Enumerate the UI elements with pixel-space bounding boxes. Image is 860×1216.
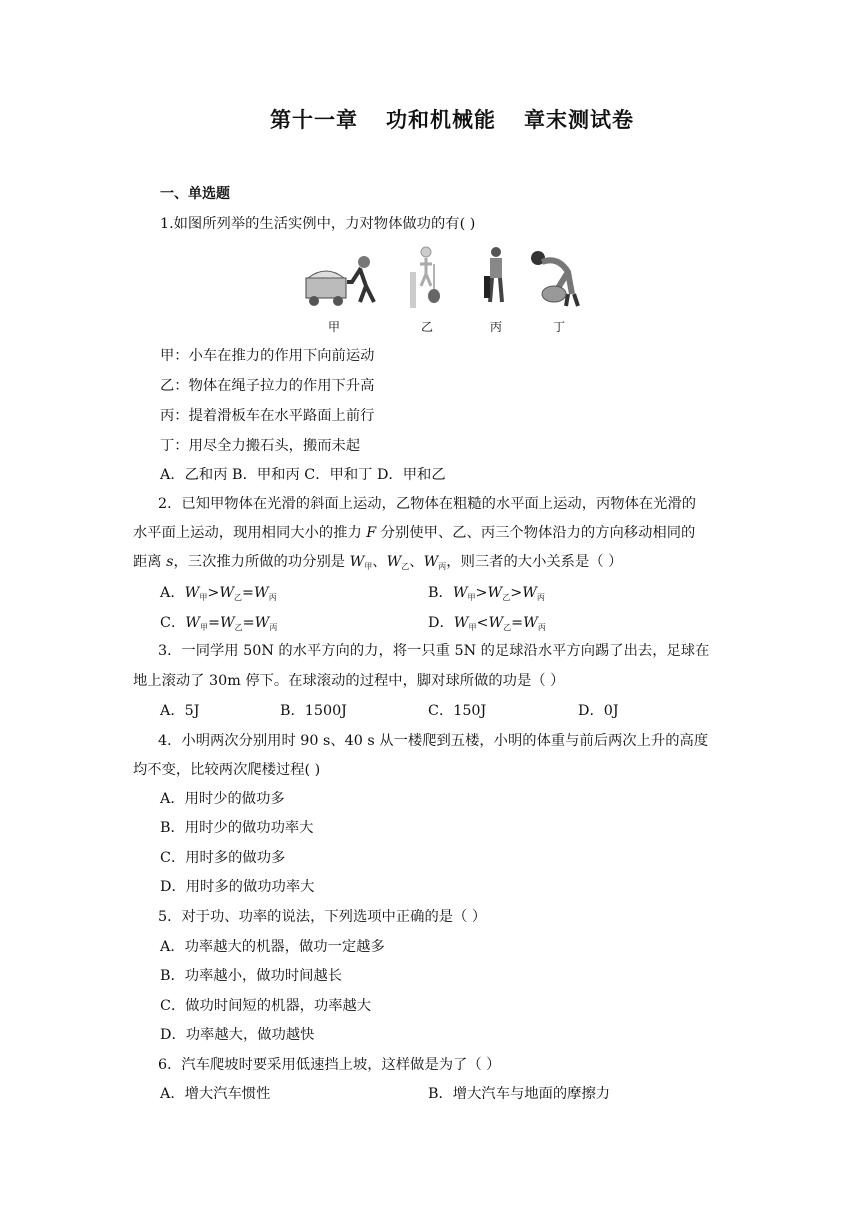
q3-option-a: A．5J: [160, 703, 200, 719]
lift-stone-figure: [528, 244, 584, 310]
q2-option-a: A．$W_甲>W_乙=W_丙$: [160, 585, 277, 602]
q4-line-2: 均不变，比较两次爬楼过程( ): [133, 762, 321, 778]
q6-option-a: A．增大汽车惯性: [160, 1086, 271, 1102]
q1-item-ding: 丁：用尽全力搬石头，搬而未起: [160, 438, 361, 454]
figure-label-bing: 丙: [490, 320, 503, 334]
q5-option-a: A．功率越大的机器，做功一定越多: [160, 939, 385, 955]
q1-item-yi: 乙：物体在绳子拉力的作用下升高: [160, 378, 375, 394]
rope-lift-figure: [406, 246, 446, 310]
q3-option-c: C．150J: [428, 703, 487, 719]
figure-label-ding: 丁: [553, 320, 566, 334]
cart-push-figure: [304, 252, 380, 308]
q5-option-d: D．功率越大，做功越快: [160, 1027, 315, 1043]
q4-option-c: C．用时多的做功多: [160, 850, 286, 866]
q4-option-a: A．用时少的做功多: [160, 791, 285, 807]
q1-item-jia: 甲：小车在推力的作用下向前运动: [160, 348, 375, 364]
q1-options: A．乙和丙 B．甲和丙 C．甲和丁 D．甲和乙: [160, 467, 446, 483]
q1-item-bing: 丙：提着滑板车在水平路面上前行: [160, 408, 375, 424]
q4-option-b: B．用时少的做功功率大: [160, 820, 314, 836]
q5-option-b: B．功率越小，做功时间越长: [160, 968, 343, 984]
q6-option-b: B．增大汽车与地面的摩擦力: [428, 1086, 611, 1102]
section-heading: 一、单选题: [160, 186, 230, 202]
q3-option-b: B．1500J: [280, 703, 347, 719]
q3-option-d: D．0J: [578, 703, 619, 719]
q2-option-b: B．$W_甲>W_乙>W_丙$: [428, 585, 545, 602]
q2-line-3: 距离 s，三次推力所做的功分别是 $W_甲$、$W_乙$、$W_丙$，则三者的大小关系是（ ）: [133, 554, 623, 571]
q2-option-c: C．$W_甲=W_乙=W_丙$: [160, 615, 278, 632]
q2-line-1: 2．已知甲物体在光滑的斜面上运动，乙物体在粗糙的水平面上运动，丙物体在光滑的: [158, 496, 697, 512]
q6-line-1: 6．汽车爬坡时要采用低速挡上坡，这样做是为了（ ）: [158, 1057, 501, 1073]
q5-option-c: C．做功时间短的机器，功率越大: [160, 998, 372, 1014]
figure-label-yi: 乙: [421, 320, 434, 334]
q5-line-1: 5．对于功、功率的说法，下列选项中正确的是（ ）: [158, 909, 487, 925]
q3-line-2: 地上滚动了 30m 停下。在球滚动的过程中，脚对球所做的功是（ ）: [133, 673, 565, 689]
q3-line-1: 3．一同学用 50N 的水平方向的力，将一只重 5N 的足球沿水平方向踢了出去，足球在: [158, 643, 710, 659]
q2-option-d: D．$W_甲<W_乙=W_丙$: [428, 615, 546, 632]
figure-label-jia: 甲: [328, 320, 341, 334]
q2-line-2: 水平面上运动，现用相同大小的推力 F 分别使甲、乙、丙三个物体沿力的方向移动相同的: [133, 525, 696, 541]
q4-option-d: D．用时多的做功功率大: [160, 879, 315, 895]
page-title: 第十一章 功和机械能 章末测试卷: [270, 108, 634, 132]
q4-line-1: 4．小明两次分别用时 90 s、40 s 从一楼爬到五楼，小明的体重与前后两次上升的高度: [158, 733, 709, 749]
q1-stem: 1.如图所列举的生活实例中，力对物体做功的有( ): [160, 216, 476, 232]
carry-scooter-figure: [480, 246, 516, 310]
